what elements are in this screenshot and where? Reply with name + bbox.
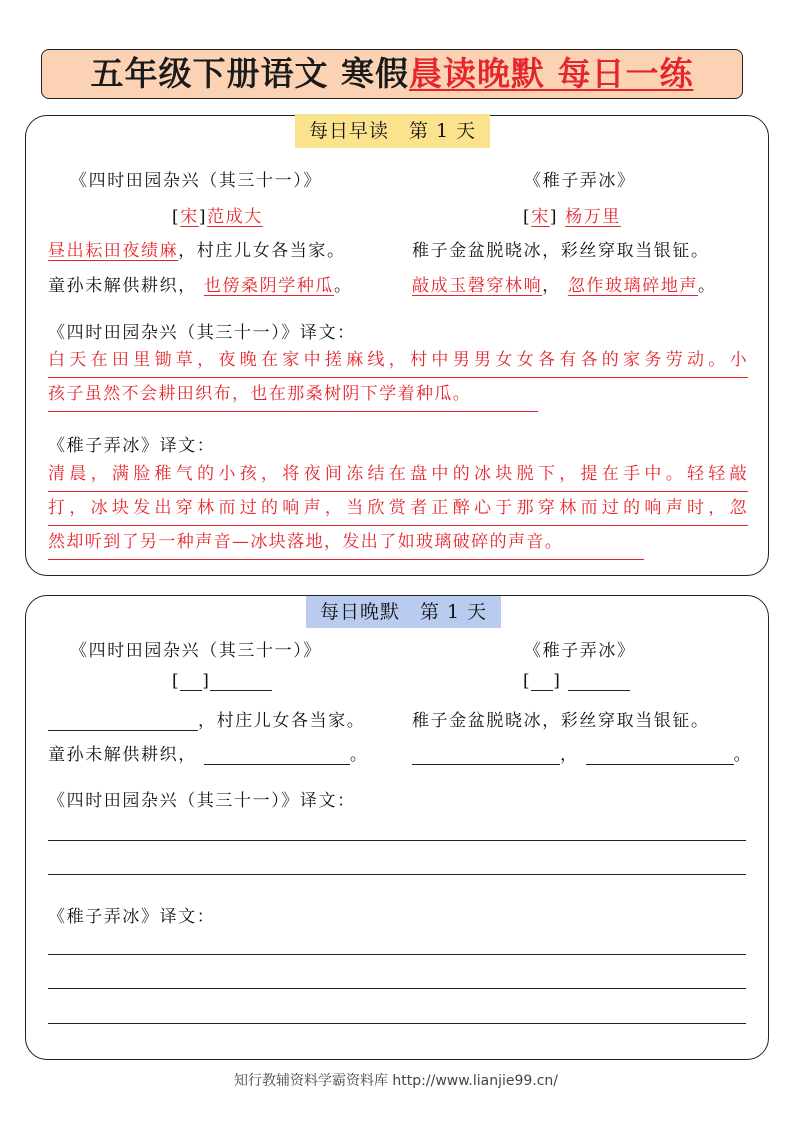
dynasty-blank[interactable]	[180, 670, 202, 691]
writing-line[interactable]	[48, 988, 746, 989]
dictation-poem2-line1: 稚子金盆脱晓冰，彩丝穿取当银钲。	[412, 711, 710, 731]
poem1-line1-answer: 昼出耘田夜绩麻	[48, 241, 179, 261]
evening-header-tag	[306, 596, 501, 628]
dynasty-blank[interactable]	[531, 670, 553, 691]
poem2-translation-label: 《稚子弄冰》译文：	[48, 436, 216, 456]
poem2-dynasty: 宋	[531, 207, 550, 227]
poem2-line2: 敲成玉磬穿林响， 忽作玻璃碎地声。	[412, 276, 717, 296]
dictation-translation1-label: 《四时田园杂兴（其三十一）》译文：	[48, 791, 356, 811]
evening-dictation-card	[25, 595, 769, 1060]
poem1-translation	[48, 344, 748, 412]
evening-tag-label: 每日晚默	[320, 601, 401, 623]
poem1-dynasty: 宋	[180, 207, 199, 227]
banner-title-highlight: 晨读晚默 每日一练	[409, 54, 694, 93]
poem2-attribution-blank: [ ]	[523, 670, 630, 691]
poem1-line2: 童孙未解供耕织， 也傍桑阴学种瓜。	[48, 276, 353, 296]
writing-line[interactable]	[48, 954, 746, 955]
morning-reading-card	[25, 115, 769, 576]
writing-line[interactable]	[48, 1023, 746, 1024]
author-blank[interactable]	[568, 670, 630, 691]
writing-line[interactable]	[48, 840, 746, 841]
poem1-line1: 昼出耘田夜绩麻，村庄儿女各当家。	[48, 241, 346, 261]
morning-tag-label: 每日早读	[309, 120, 390, 142]
translation-line: 打，冰块发出穿林而过的响声，当欣赏者正醉心于那穿林而过的响声时，忽	[48, 492, 748, 526]
dictation-poem1-line2: 童孙未解供耕织， 。	[48, 745, 369, 765]
dictation-poem2-title: 《稚子弄冰》	[524, 641, 636, 661]
poem2-attribution: [宋] 杨万里	[523, 207, 621, 227]
title-banner	[41, 49, 743, 99]
poem2-author: 杨万里	[565, 207, 621, 227]
fill-blank[interactable]	[412, 744, 560, 765]
poem2-line2-answer-a: 敲成玉磬穿林响	[412, 276, 543, 296]
poem1-attribution-blank: [ ]	[172, 670, 272, 691]
morning-day-label: 第 1 天	[409, 120, 477, 142]
footer-source: 知行教辅资料学霸资料库 http://www.lianjie99.cn/	[233, 1073, 559, 1089]
banner-title-grade: 五年级下册语文 寒假	[90, 54, 409, 93]
dictation-poem1-title: 《四时田园杂兴（其三十一）》	[70, 641, 322, 661]
poem2-line2-answer-b: 忽作玻璃碎地声	[567, 276, 699, 296]
poem1-attribution: [宋]范成大	[172, 207, 263, 227]
dictation-poem2-line2: ， 。	[412, 740, 752, 765]
dictation-translation2-label: 《稚子弄冰》译文：	[48, 907, 216, 927]
poem1-author: 范成大	[207, 207, 263, 227]
dictation-poem1-line1: ，村庄儿女各当家。	[48, 706, 365, 731]
poem1-translation-label: 《四时田园杂兴（其三十一）》译文：	[48, 323, 356, 343]
translation-line: 孩子虽然不会耕田织布，也在那桑树阴下学着种瓜。	[48, 378, 538, 412]
fill-blank[interactable]	[204, 744, 350, 765]
translation-line: 白天在田里锄草，夜晚在家中搓麻线，村中男男女女各有各的家务劳动。小	[48, 344, 748, 378]
poem2-line1: 稚子金盆脱晓冰，彩丝穿取当银钲。	[412, 241, 710, 261]
poem1-title: 《四时田园杂兴（其三十一）》	[70, 171, 322, 191]
author-blank[interactable]	[210, 670, 272, 691]
fill-blank[interactable]	[48, 710, 198, 731]
translation-line: 然却听到了另一种声音—冰块落地，发出了如玻璃破碎的声音。	[48, 526, 644, 560]
evening-day-label: 第 1 天	[420, 601, 488, 623]
poem1-line2-answer: 也傍桑阴学种瓜	[203, 276, 335, 296]
fill-blank[interactable]	[586, 744, 734, 765]
translation-line: 清晨，满脸稚气的小孩，将夜间冻结在盘中的冰块脱下，提在手中。轻轻敲	[48, 458, 748, 492]
writing-line[interactable]	[48, 874, 746, 875]
poem2-translation	[48, 458, 748, 560]
morning-header-tag	[295, 114, 490, 148]
poem2-title: 《稚子弄冰》	[524, 171, 636, 191]
